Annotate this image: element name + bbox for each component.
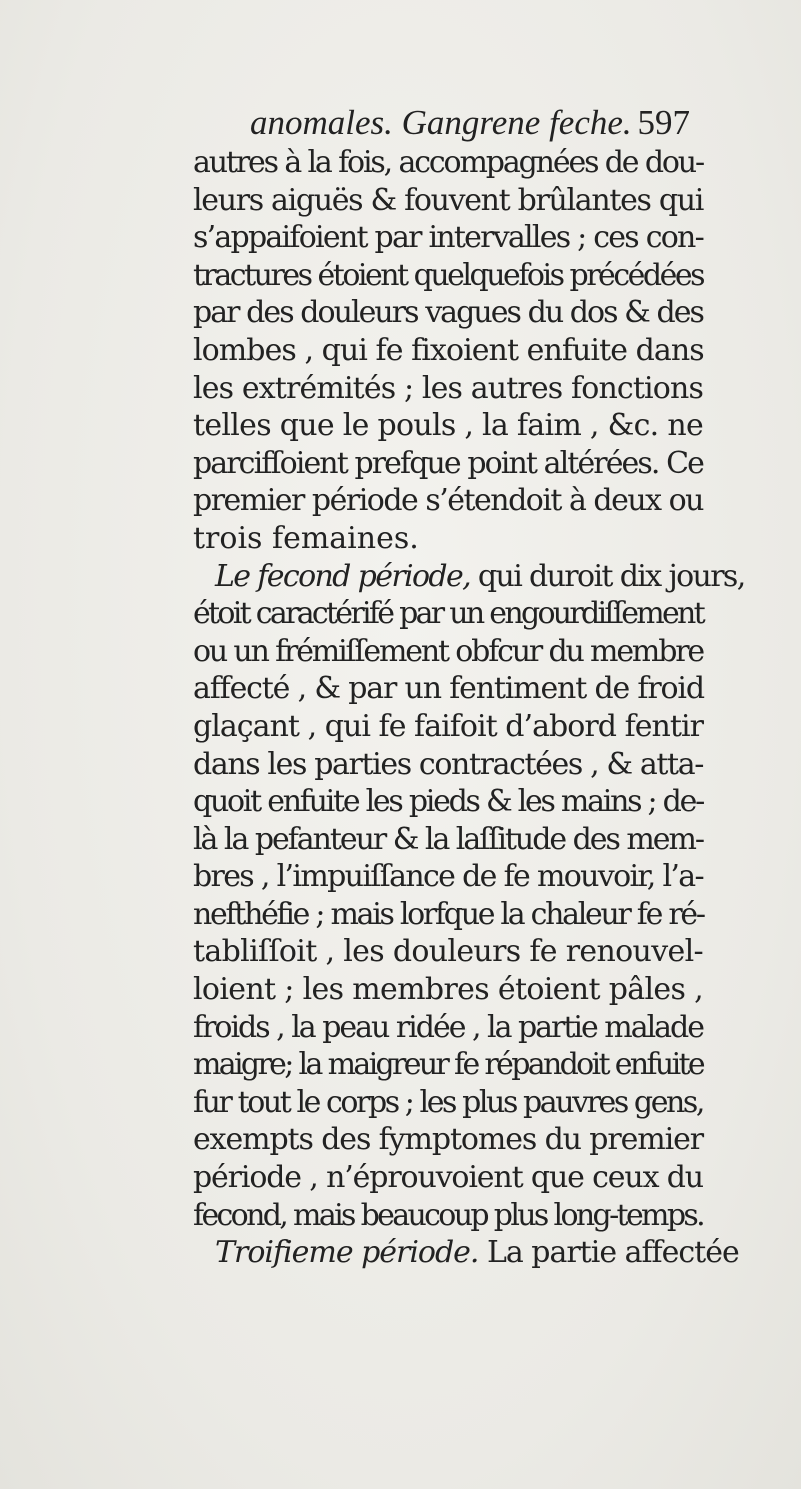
text-line: bres , l’impuiſſance de fe mouvoir, l’a- (193, 859, 703, 895)
text-line: telles que le pouls , la faim , &c. ne (193, 408, 703, 444)
text-line: fur tout le corps ; les plus pauvres gens, (193, 1084, 703, 1120)
body-text (193, 144, 745, 1272)
text-line: les extrémités ; les autres fonctions (193, 370, 703, 406)
text-line: fecond, mais beaucoup plus long-temps. (193, 1197, 703, 1233)
text-line: tabliſſoit , les douleurs fe renouvel- (193, 934, 703, 970)
text-line: autres à la fois, accompagnées de dou- (193, 145, 703, 180)
section-heading-second-period: Le fecond période, (215, 558, 471, 594)
text-line: quoit enfuite les pieds & les mains ; de- (193, 784, 703, 820)
text-line: exempts des fymptomes du premier (193, 1122, 703, 1158)
text-line: période , n’éprouvoient que ceux du (193, 1160, 703, 1196)
text-line: parcifſoient prefque point altérées. Ce (193, 445, 703, 481)
page-header (250, 100, 690, 146)
text-line: froids , la peau ridée , la partie malade (193, 1009, 703, 1045)
text-line: nefthéfie ; mais lorfque la chaleur fe ré- (193, 896, 704, 932)
text-line: s’appaifoient par intervalles ; ces con- (193, 220, 703, 256)
text-line: tractures étoient quelquefois précédées (193, 257, 703, 293)
text-line: ou un frémiſſement obfcur du membre (193, 633, 703, 669)
text-line: loient ; les membres étoient pâles , (193, 972, 703, 1008)
text-run: qui duroit dix jours, (470, 558, 745, 594)
text-line: maigre; la maigreur fe répandoit enfuite (193, 1047, 703, 1083)
text-line-section-heading (193, 1234, 739, 1272)
text-line: affecté , & par un fentiment de froid (193, 671, 704, 707)
text-line: premier période s’étendoit à deux ou (193, 483, 703, 519)
text-line: dans les parties contractées , & atta- (193, 746, 703, 782)
text-line: trois femaines. (193, 520, 419, 556)
running-title: anomales. Gangrene feche. (250, 103, 632, 142)
text-line: là la pefanteur & la laſſitude des mem- (193, 821, 703, 857)
text-line: glaçant , qui fe faifoit d’abord fentir (193, 708, 703, 744)
section-heading-third-period: Troifieme période. (215, 1235, 479, 1271)
text-line: étoit caractérifé par un engourdiſſement (193, 596, 703, 632)
page-number: 597 (637, 103, 690, 142)
text-line: par des douleurs vagues du dos & des (193, 295, 703, 331)
text-line: leurs aiguës & fouvent brûlantes qui (193, 182, 703, 218)
text-line-section-heading (193, 558, 745, 596)
text-run: La partie affectée (478, 1235, 739, 1271)
text-line: lombes , qui fe fixoient enfuite dans (193, 332, 704, 368)
